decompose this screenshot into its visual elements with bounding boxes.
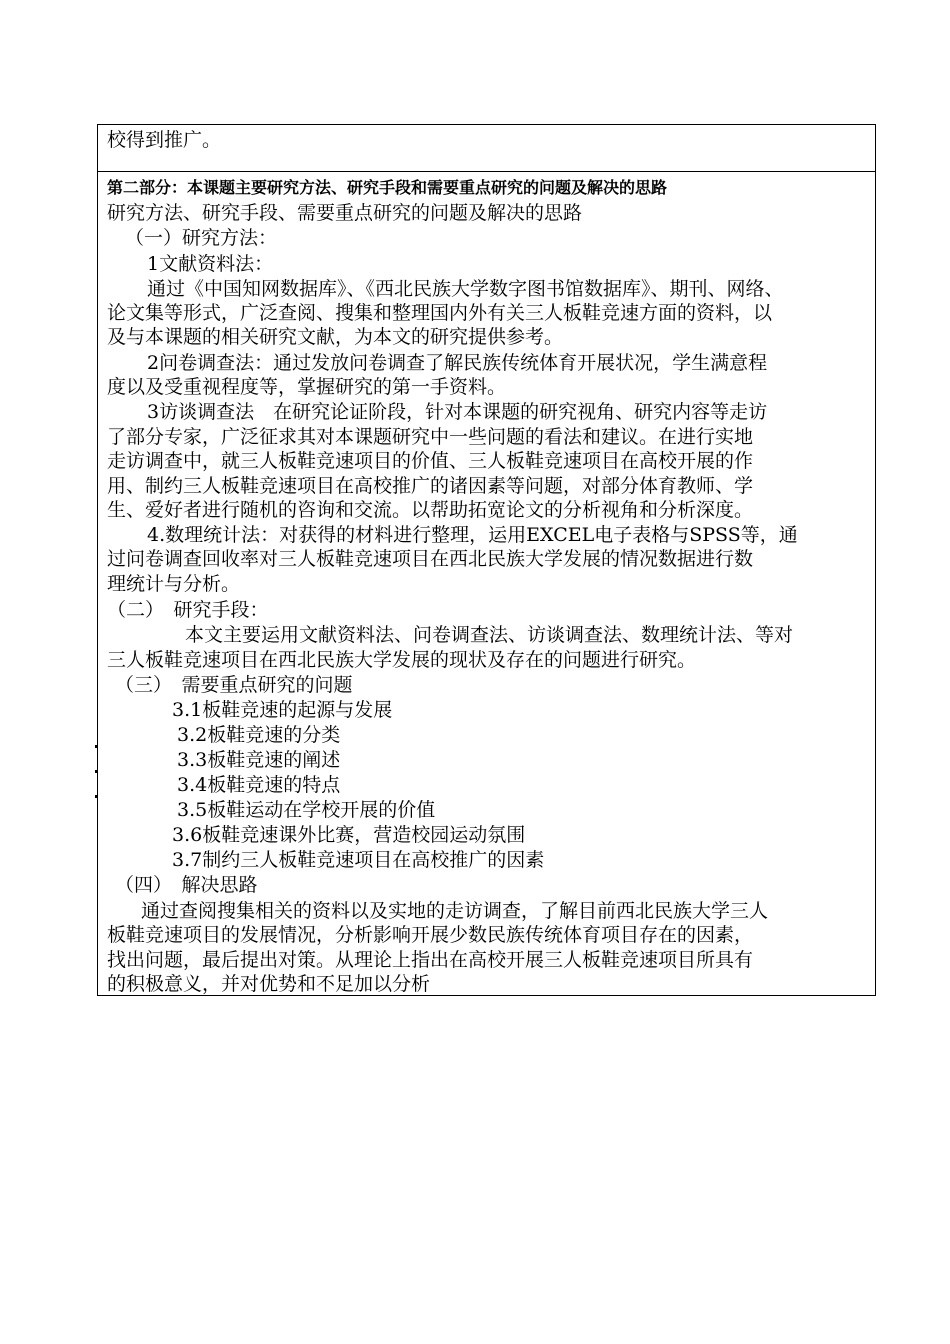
method-2-line: 度以及受重视程度等，掌握研究的第一手资料。 <box>107 376 507 398</box>
method-3-line: 了部分专家，广泛征求其对本课题研究中一些问题的看法和建议。在进行实地 <box>107 426 754 448</box>
methods-title: （一）研究方法： <box>125 227 278 249</box>
section-heading: 第二部分：本课题主要研究方法、研究手段和需要重点研究的问题及解决的思路 <box>107 178 668 197</box>
method-3-line: 3访谈调查法 在研究论证阶段，针对本课题的研究视角、研究内容等走访 <box>147 401 768 423</box>
key-issue-item: 3.2板鞋竞速的分类 <box>177 724 341 746</box>
solution-title: （四） 解决思路 <box>115 874 258 896</box>
means-line: 三人板鞋竞速项目在西北民族大学发展的现状及存在的问题进行研究。 <box>107 649 697 671</box>
method-2-line: 2问卷调查法：通过发放问卷调查了解民族传统体育开展状况，学生满意程 <box>147 352 768 374</box>
means-line: 本文主要运用文献资料法、问卷调查法、访谈调查法、数理统计法、等对 <box>185 624 794 646</box>
key-issue-item: 3.3板鞋竞速的阐述 <box>177 749 341 771</box>
method-3-line: 走访调查中，就三人板鞋竞速项目的价值、三人板鞋竞速项目在高校开展的作 <box>107 450 754 472</box>
margin-mark <box>95 745 97 748</box>
key-issue-item: 3.5板鞋运动在学校开展的价值 <box>177 799 436 821</box>
method-4-line: 理统计与分析。 <box>107 573 241 595</box>
solution-line: 的积极意义，并对优势和不足加以分析 <box>107 973 431 995</box>
method-1-line: 论文集等形式，广泛查阅、搜集和整理国内外有关三人板鞋竞速方面的资料，以 <box>107 302 773 324</box>
solution-line: 通过查阅搜集相关的资料以及实地的走访调查，了解目前西北民族大学三人 <box>141 900 769 922</box>
section-subtitle: 研究方法、研究手段、需要重点研究的问题及解决的思路 <box>107 202 583 224</box>
method-1-line: 通过《中国知网数据库》、《西北民族大学数字图书馆数据库》、期刊、网络、 <box>147 278 784 300</box>
margin-mark <box>95 795 97 798</box>
solution-line: 找出问题，最后提出对策。从理论上指出在高校开展三人板鞋竞速项目所具有 <box>107 949 754 971</box>
method-3-line: 用、制约三人板鞋竞速项目在高校推广的诸因素等问题，对部分体育教师、学 <box>107 475 754 497</box>
method-1-line: 及与本课题的相关研究文献，为本文的研究提供参考。 <box>107 326 564 348</box>
key-issue-item: 3.7制约三人板鞋竞速项目在高校推广的因素 <box>172 849 545 871</box>
method-3-line: 生、爱好者进行随机的咨询和交流。以帮助拓宽论文的分析视角和分析深度。 <box>107 499 754 521</box>
method-4-line: 过问卷调查回收率对三人板鞋竞速项目在西北民族大学发展的情况数据进行数 <box>107 548 754 570</box>
method-1-title: 1文献资料法： <box>147 253 274 275</box>
key-issue-item: 3.4板鞋竞速的特点 <box>177 774 341 796</box>
continuation-line: 校得到推广。 <box>107 129 222 151</box>
method-4-line: 4.数理统计法：对获得的材料进行整理，运用EXCEL电子表格与SPSS等，通 <box>147 524 798 546</box>
key-issues-title: （三） 需要重点研究的问题 <box>115 674 353 696</box>
key-issue-item: 3.1板鞋竞速的起源与发展 <box>172 699 393 721</box>
key-issue-item: 3.6板鞋竞速课外比赛，营造校园运动氛围 <box>172 824 526 846</box>
margin-mark <box>95 770 97 773</box>
means-title: （二） 研究手段： <box>107 599 269 621</box>
solution-line: 板鞋竞速项目的发展情况，分析影响开展少数民族传统体育项目存在的因素， <box>107 924 754 946</box>
